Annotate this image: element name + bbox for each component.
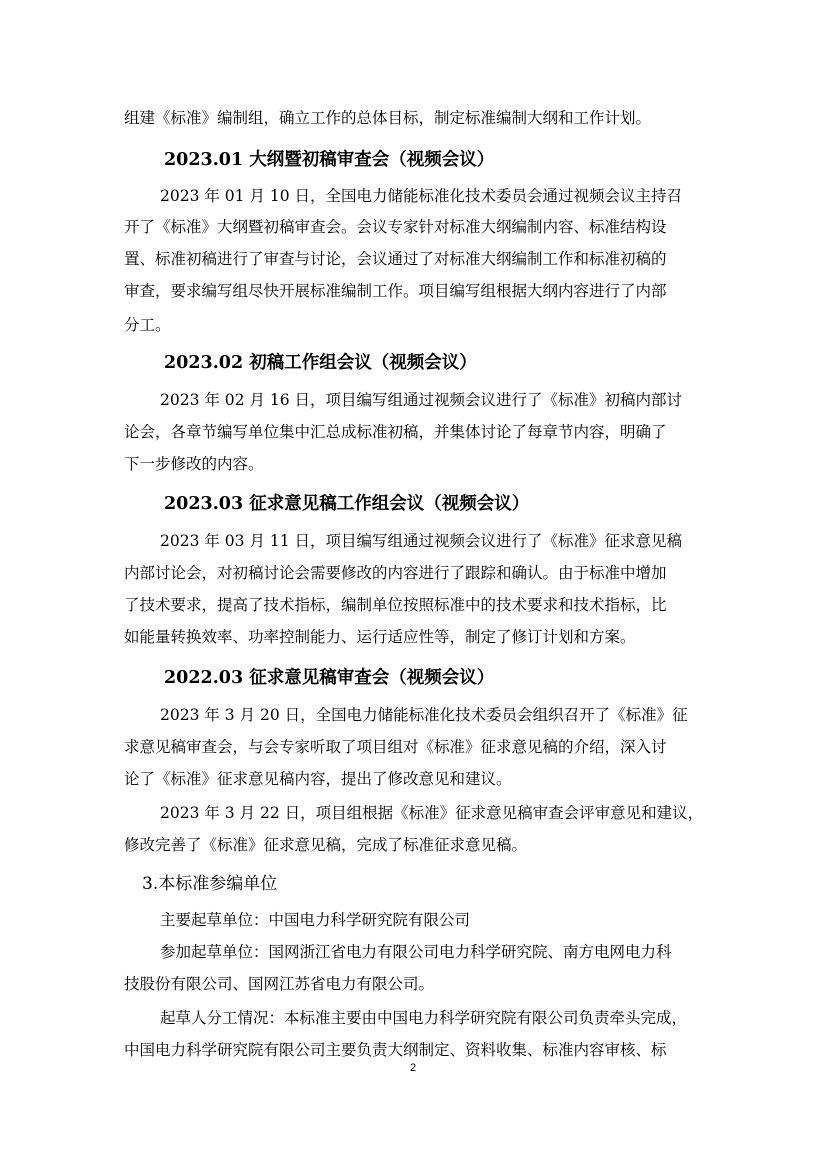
section-heading-2023-03: 2023.03 征求意见稿工作组会议（视频会议） [164, 494, 530, 514]
paragraph-line: 求意见稿审查会，与会专家听取了项目组对《标准》征求意见稿的介绍，深入讨 [124, 738, 667, 756]
section-heading-2022-03: 2022.03 征求意见稿审查会（视频会议） [164, 668, 495, 688]
paragraph-line: 中国电力科学研究院有限公司主要负责大纲制定、资料收集、标准内容审核、标 [124, 1041, 667, 1059]
paragraph-line: 2023 年 3 月 20 日，全国电力储能标准化技术委员会组织召开了《标准》征 [160, 706, 688, 724]
paragraph-line: 2023 年 02 月 16 日，项目编写组通过视频会议进行了《标准》初稿内部讨 [160, 391, 683, 409]
paragraph-line: 修改完善了《标准》征求意见稿，完成了标准征求意见稿。 [124, 836, 528, 854]
paragraph-line: 了技术要求，提高了技术指标，编制单位按照标准中的技术要求和技术指标，比 [124, 596, 667, 614]
paragraph-line: 分工。 [124, 316, 171, 334]
paragraph-line: 审查，要求编写组尽快开展标准编制工作。项目编写组根据大纲内容进行了内部 [124, 282, 667, 300]
paragraph-line: 起草人分工情况：本标准主要由中国电力科学研究院有限公司负责牵头完成， [160, 1009, 688, 1027]
paragraph-line: 论了《标准》征求意见稿内容，提出了修改意见和建议。 [124, 770, 512, 788]
paragraph-line: 技股份有限公司、国网江苏省电力有限公司。 [124, 975, 435, 993]
paragraph-line: 下一步修改的内容。 [124, 455, 264, 473]
paragraph-line: 如能量转换效率、功率控制能力、运行适应性等，制定了修订计划和方案。 [124, 628, 636, 646]
paragraph-line: 论会，各章节编写单位集中汇总成标准初稿，并集体讨论了每章节内容，明确了 [124, 423, 667, 441]
paragraph-line: 2023 年 01 月 10 日，全国电力储能标准化技术委员会通过视频会议主持召 [160, 187, 683, 205]
section-title-participating-units: 3.本标准参编单位 [142, 874, 278, 894]
page-number: 2 [409, 1062, 417, 1074]
paragraph-line: 2023 年 3 月 22 日，项目组根据《标准》征求意见稿审查会评审意见和建议， [160, 804, 704, 822]
paragraph-line: 内部讨论会，对初稿讨论会需要修改的内容进行了跟踪和确认。由于标准中增加 [124, 564, 667, 582]
section-heading-2023-02: 2023.02 初稿工作组会议（视频会议） [164, 353, 477, 373]
section-heading-2023-01: 2023.01 大纲暨初稿审查会（视频会议） [164, 150, 495, 170]
intro-line: 组建《标准》编制组，确立工作的总体目标，制定标准编制大纲和工作计划。 [124, 109, 652, 127]
paragraph-line: 置、标准初稿进行了审查与讨论，会议通过了对标准大纲编制工作和标准初稿的 [124, 250, 667, 268]
paragraph-line: 2023 年 03 月 11 日，项目编写组通过视频会议进行了《标准》征求意见稿 [160, 532, 683, 550]
paragraph-line: 参加起草单位：国网浙江省电力有限公司电力科学研究院、南方电网电力科 [160, 943, 672, 961]
paragraph-line: 主要起草单位：中国电力科学研究院有限公司 [160, 911, 471, 929]
paragraph-line: 开了《标准》大纲暨初稿审查会。会议专家针对标准大纲编制内容、标准结构设 [124, 218, 667, 236]
